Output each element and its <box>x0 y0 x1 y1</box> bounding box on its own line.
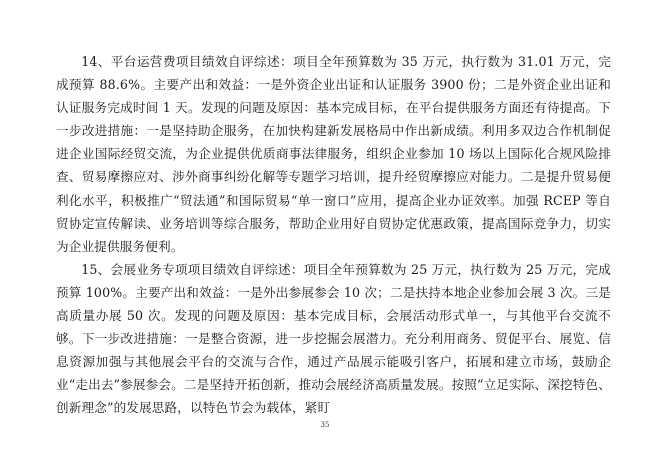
paragraph-14-platform-operation-fee: 14、平台运营费项目绩效自评综述：项目全年预算数为 35 万元，执行数为 31.01 万元，完成预算 88.6%。主要产出和效益：一是外资企业出证和认证服务 3900 份；二是外资企业出证和认证服务完成时间 1 天。发现的问题及原因：基本完成目标，在平台提供服务方面还有待提高。下一步改进措施：一是坚持助企服务，在加快构建新发展格局中作出新成绩。利用多双边合作机制促进企业国际经贸交流，为企业提供优质商事法律服务，组织企业参加 10 场以上国际化合规风险排查、贸易摩擦应对、涉外商事纠纷化解等专题学习培训，提升经贸摩擦应对能力。二是提升贸易便利化水平，积极推广“贸法通”和国际贸易“单一窗口”应用，提高企业办证效率。加强 RCEP 等自贸协定宣传解读、业务培训等综合服务，帮助企业用好自贸协定优惠政策，提高国际竞争力，切实为企业提供服务便利。 <box>56 54 611 254</box>
page-number: 35 <box>320 421 330 429</box>
paragraph-15-exhibition-business: 15、会展业务专项项目绩效自评综述：项目全年预算数为 25 万元，执行数为 25 万元，完成预算 100%。主要产出和效益：一是外出参展参会 10 次；二是扶持本地企业参加会展 3 次。三是高质量办展 50 次。发现的问题及原因：基本完成目标，会展活动形式单一，与其他平台交流不够。下一步改进措施：一是整合资源，进一步挖掘会展潜力。充分利用商务、贸促平台、展览、信息资源加强与其他展会平台的交流与合作，通过产品展示能吸引客户，拓展和建立市场，鼓励企业“走出去”参展参会。二是坚持开拓创新，推动会展经济高质量发展。按照“立足实际、深挖特色、创新理念”的发展思路，以特色节会为载体，紧盯 <box>56 261 612 416</box>
body-text <box>56 50 611 420</box>
